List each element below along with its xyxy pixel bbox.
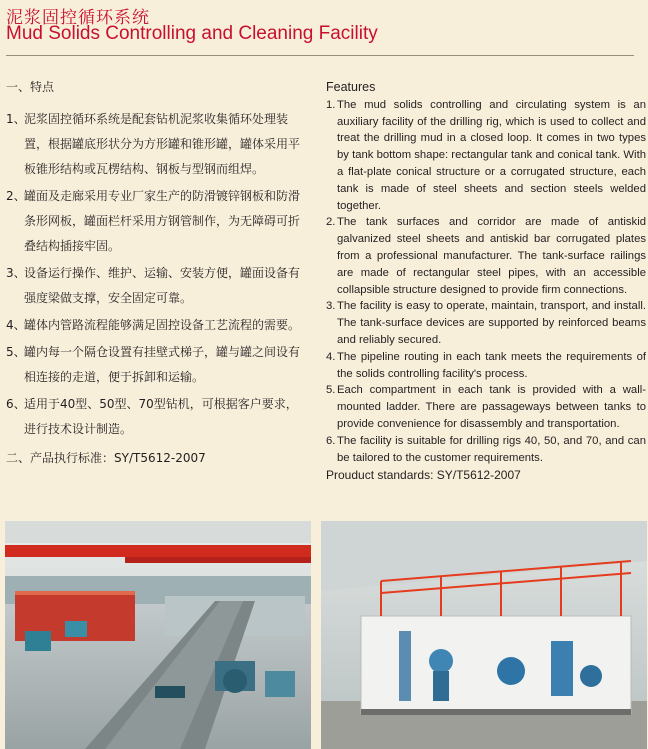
feature-number: 6、: [6, 397, 26, 411]
tank-unit-photo: [321, 521, 647, 749]
feature-number: 1.: [326, 98, 336, 111]
feature-number: 2.: [326, 216, 336, 229]
feature-text: 罐内每一个隔仓设置有挂壁式梯子，罐与罐之间设有相连接的走道，便于拆卸和运输。: [24, 345, 301, 384]
product-standard-en: Prouduct standards: SY/T5612-2007: [326, 468, 521, 483]
feature-item-cn: [6, 313, 306, 338]
product-standard-cn: 二、产品执行标准：SY/T5612-2007: [6, 451, 206, 465]
workshop-photo: [5, 521, 311, 749]
feature-item-en: [326, 214, 646, 298]
feature-text: 设备运行操作、维护、运输、安装方便，罐面设备有强度梁做支撑，安全固定可靠。: [24, 266, 301, 305]
feature-item-en: [326, 97, 646, 215]
feature-number: 4、: [6, 318, 26, 332]
feature-text: The mud solids controlling and circulating system is an auxiliary facility of the drilling rig, which is used to collect and treat the drilling mud in a closed loop. It comes in two types by tank bottom shape: rectangular tank and conical tank. With a flat-plate conical structure or a corrugated structure, each tank is made of steel sheets and section steels welded together.: [337, 98, 646, 212]
feature-item-cn: [6, 392, 306, 442]
feature-number: 1、: [6, 112, 26, 126]
feature-item-cn: [6, 340, 306, 390]
feature-item-en: [326, 298, 646, 348]
feature-text: 适用于40型、50型、70型钻机，可根据客户要求，进行技术设计制造。: [24, 397, 298, 436]
feature-number: 2、: [6, 189, 26, 203]
feature-item-en: [326, 433, 646, 467]
feature-text: The facility is easy to operate, maintain, transport, and install. The tank-surface devices are supported by reinforced beams and reliably secured.: [337, 300, 646, 346]
page-title-en: Mud Solids Controlling and Cleaning Facility: [6, 23, 378, 44]
feature-text: 泥浆固控循环系统是配套钻机泥浆收集循环处理装置，根据罐底形状分为方形罐和锥形罐，罐体采用平板锥形结构或瓦楞结构、钢板与型钢而组焊。: [24, 112, 301, 176]
features-cn-column: [6, 78, 306, 471]
feature-item-cn: [6, 261, 306, 311]
feature-number: 5.: [326, 384, 336, 397]
feature-text: The tank surfaces and corridor are made of antiskid galvanized steel sheets and antiskid bar corrugated plates from a professional manufacturer. The tank-surface railings are made of rectangular steel pipes, with an accessible collapsible structure designed to provide firm connections.: [337, 216, 646, 296]
feature-text: The pipeline routing in each tank meets the requirements of the solids controlling facility's process.: [337, 350, 646, 380]
title-divider: [6, 55, 634, 56]
features-en-column: [326, 79, 646, 484]
feature-item-cn: [6, 107, 306, 182]
feature-number: 6.: [326, 434, 336, 447]
feature-item-en: [326, 349, 646, 383]
feature-item-cn: [6, 184, 306, 259]
feature-number: 3、: [6, 266, 26, 280]
feature-text: 罐面及走廊采用专业厂家生产的防滑镀锌钢板和防滑条形网板，罐面栏杆采用方钢管制作，为无障碍可折叠结构插接牢固。: [24, 189, 301, 253]
feature-text: 罐体内管路流程能够满足固控设备工艺流程的需要。: [24, 318, 301, 332]
features-heading-cn: 一、特点: [6, 80, 55, 94]
feature-number: 4.: [326, 350, 336, 363]
feature-text: The facility is suitable for drilling rigs 40, 50, and 70, and can be tailored to the customer requirements.: [337, 434, 646, 464]
feature-number: 3.: [326, 300, 336, 313]
feature-item-en: [326, 382, 646, 432]
page-title-cn: 泥浆固控循环系统: [6, 8, 150, 28]
features-heading-en: Features: [326, 80, 376, 94]
feature-text: Each compartment in each tank is provided with a wall-mounted ladder. There are passageways between tanks to provide convenience for disassembly and transportation.: [337, 384, 646, 430]
feature-number: 5、: [6, 345, 26, 359]
